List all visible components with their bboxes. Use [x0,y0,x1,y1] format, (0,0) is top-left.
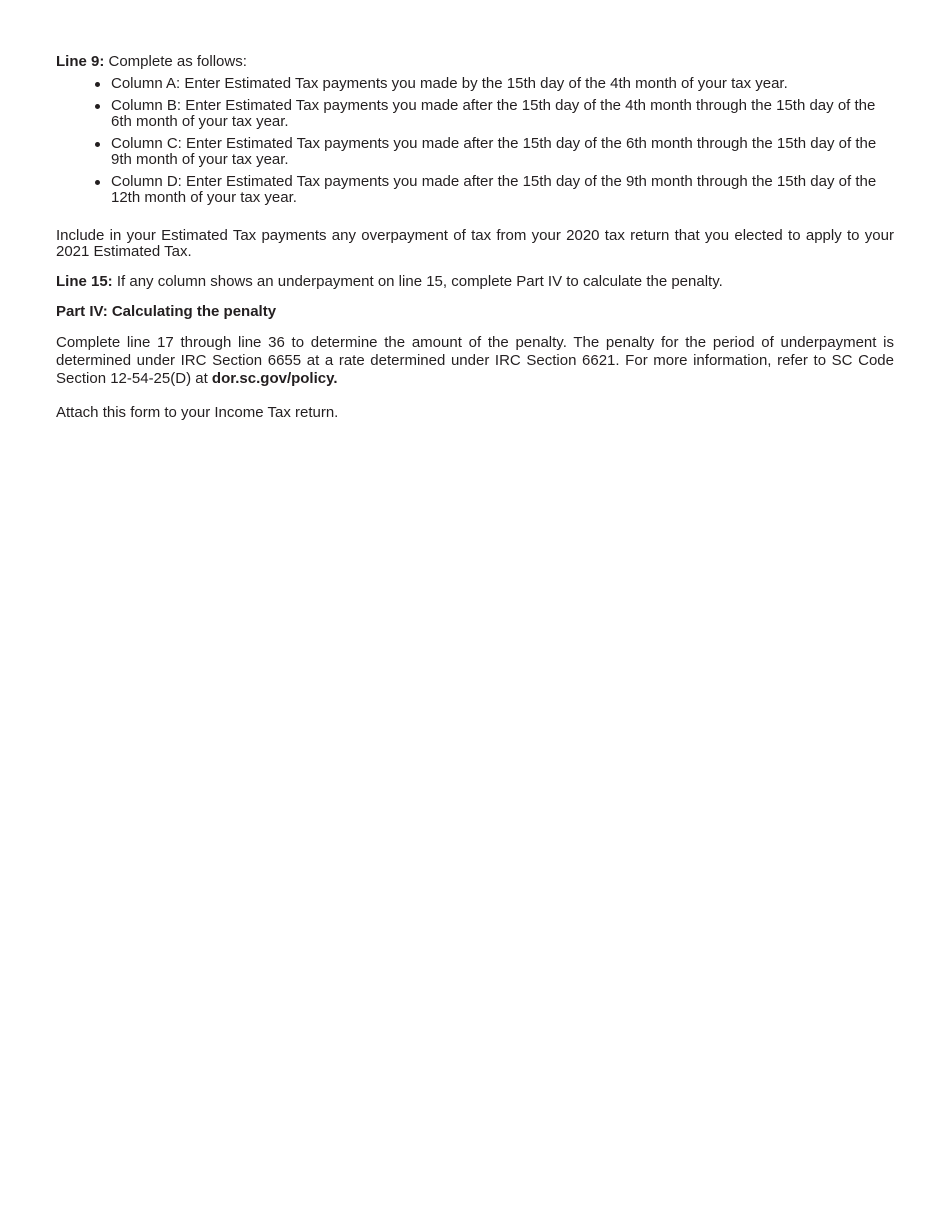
list-item [111,136,894,168]
column-b-text: Column B: Enter Estimated Tax payments you made after the 15th day of the 4th month through the 15th day of the 6th month of your tax year. [111,97,876,130]
column-d-text: Column D: Enter Estimated Tax payments you made after the 15th day of the 9th month through the 15th day of the 12th month of your tax year. [111,173,877,206]
part4-paragraph [56,334,894,388]
list-item [111,98,894,130]
bullet-icon [95,180,100,185]
line15-paragraph [56,274,894,290]
part4-text: Complete line 17 through line 36 to determine the amount of the penalty. The penalty for the period of underpayment is determined under IRC Section 6655 at a rate determined under IRC Section 6621. For more information, refer to SC Code Section 12-54-25(D) at [56,334,894,387]
line15-label: Line 15: [56,273,113,290]
bullet-icon [95,142,100,147]
bullet-icon [95,104,100,109]
policy-link[interactable]: dor.sc.gov/policy. [211,370,338,387]
bullet-icon [95,82,100,87]
line9-paragraph [56,54,894,70]
column-list [56,76,894,206]
list-item [111,76,894,92]
attach-paragraph: Attach this form to your Income Tax return. [56,404,339,421]
line9-text: Complete as follows: [104,53,247,70]
instructions-page [56,54,894,421]
line9-label: Line 9: [56,53,105,70]
list-item [111,174,894,206]
column-c-text: Column C: Enter Estimated Tax payments you made after the 15th day of the 6th month through the 15th day of the 9th month of your tax year. [111,135,877,168]
line15-text: If any column shows an underpayment on line 15, complete Part IV to calculate the penalty. [112,273,723,290]
part4-heading: Part IV: Calculating the penalty [56,303,277,320]
column-a-text: Column A: Enter Estimated Tax payments you made by the 15th day of the 4th month of your tax year. [111,75,788,92]
include-paragraph: Include in your Estimated Tax payments any overpayment of tax from your 2020 tax return that you elected to apply to your 2021 Estimated Tax. [56,227,894,260]
